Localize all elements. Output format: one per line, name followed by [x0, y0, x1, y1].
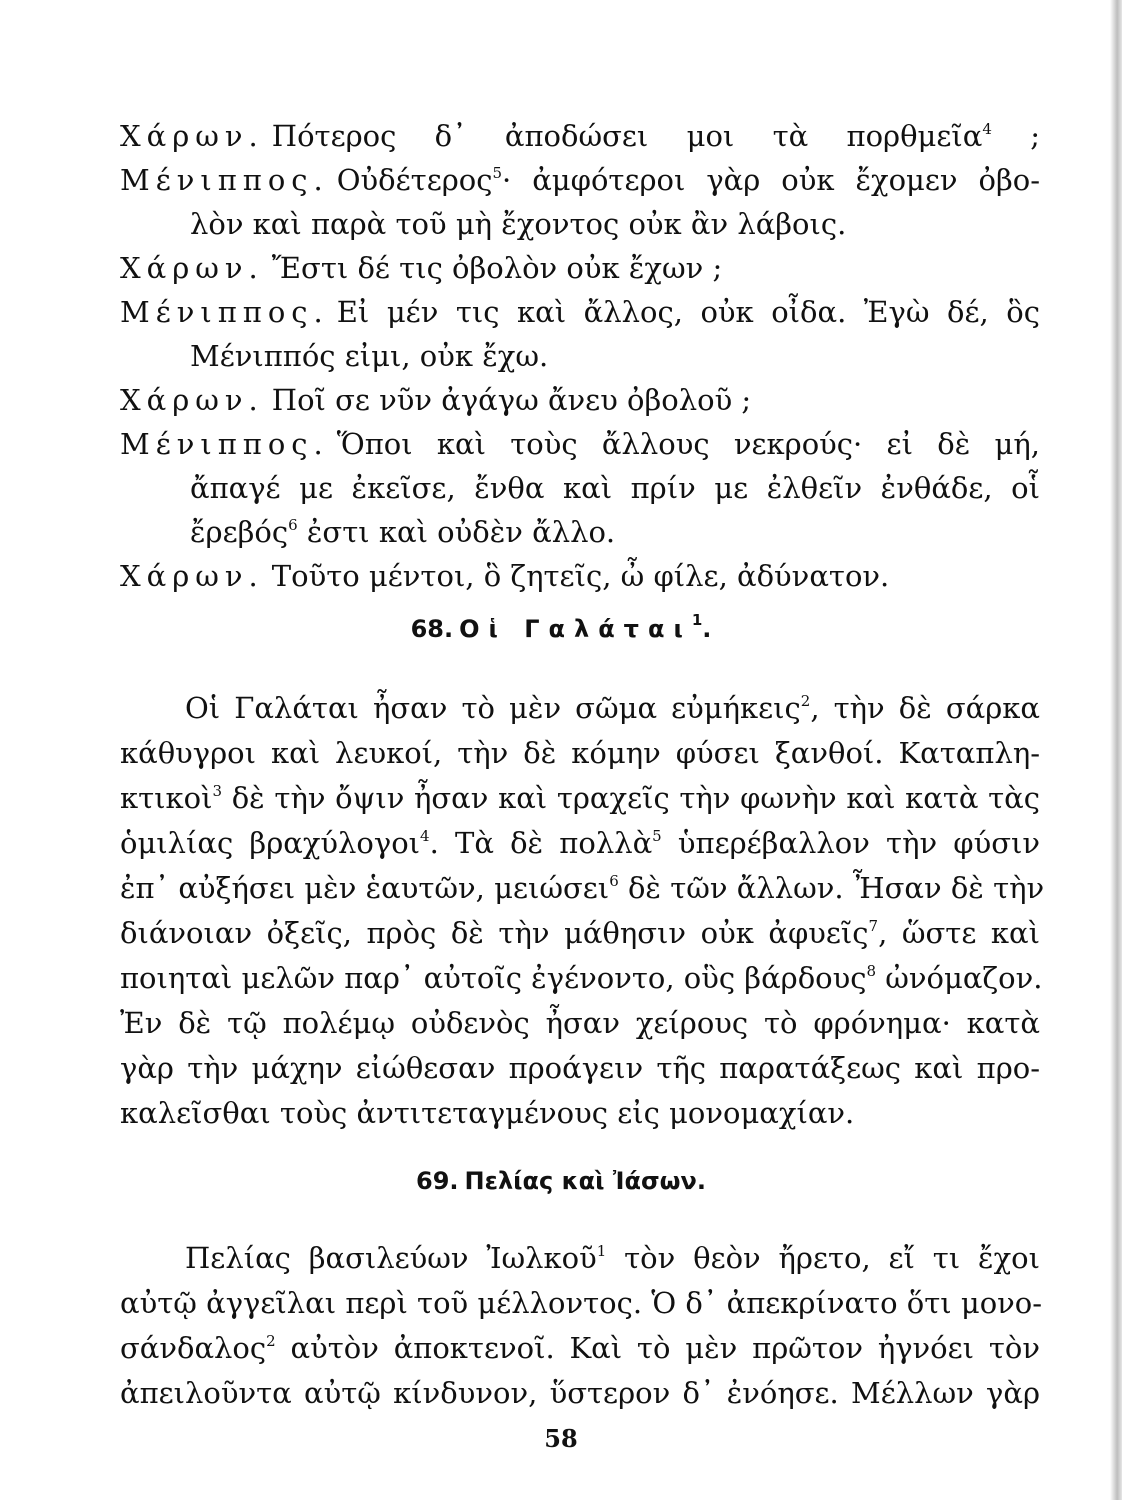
- dialogue-line: [120, 160, 1040, 200]
- paragraph-line: [120, 868, 1045, 908]
- section-heading: [0, 612, 1122, 646]
- dialogue-line: [120, 380, 1040, 420]
- dialogue-text: ἐστι καὶ οὐδὲν ἄλλο.: [297, 515, 616, 549]
- footnote-marker: 6: [288, 516, 298, 534]
- paragraph-line: [120, 1048, 1040, 1088]
- paragraph-text: αὐτὸν ἀποκτενοῖ. Καὶ τὸ μὲν πρῶτον ἠγνόει τὸν: [275, 1331, 1040, 1365]
- footnote-marker: 6: [609, 872, 619, 890]
- section-heading: [0, 1164, 1122, 1198]
- paragraph-text: ἀπειλοῦντα αὐτῷ κίνδυνον, ὕστερον δ᾿ ἐνόησε. Μέλλων γὰρ: [120, 1376, 1040, 1410]
- dialogue-line: [120, 248, 1040, 288]
- paragraph-text: ὁμιλίας βραχύλογοι: [120, 826, 421, 860]
- paragraph-text: Πελίας βασιλεύων Ἰωλκοῦ: [185, 1241, 597, 1275]
- dialogue-line: [120, 292, 1040, 332]
- dialogue-line: [190, 512, 1040, 552]
- speaker-name: Χάρων.: [120, 559, 264, 593]
- footnote-marker: 7: [868, 917, 879, 935]
- footnote-marker: 4: [982, 120, 992, 138]
- speaker-name: Μένιππος.: [120, 295, 329, 329]
- dialogue-line: [190, 204, 1040, 244]
- dialogue-text: Εἰ μέν τις καὶ ἄλλος, οὐκ οἶδα. Ἐγὼ δέ, ὃς: [336, 295, 1040, 329]
- paragraph-text: αὐτῷ ἀγγεῖλαι περὶ τοῦ μέλλοντος. Ὁ δ᾿ ἀπεκρίνατο ὅτι μονο-: [120, 1286, 1043, 1320]
- footnote-marker: 5: [492, 164, 503, 182]
- paragraph-text: τὸν θεὸν ἤρετο, εἴ τι ἔχοι: [606, 1241, 1040, 1275]
- paragraph-text: ὑπερέβαλλον τὴν φύσιν: [661, 826, 1041, 860]
- paragraph-line: [185, 688, 1040, 728]
- paragraph-text: διάνοιαν ὀξεῖς, πρὸς δὲ τὴν μάθησιν οὐκ ἀφυεῖς: [120, 916, 869, 950]
- dialogue-text: Ποῖ σε νῦν ἀγάγω ἄνευ ὀβολοῦ ;: [271, 383, 752, 417]
- dialogue-text: ἄπαγέ με ἐκεῖσε, ἔνθα καὶ πρίν με ἐλθεῖν ἐνθάδε, οἷ: [190, 471, 1040, 505]
- footnote-marker: 2: [266, 1332, 276, 1350]
- dialogue-line: [190, 336, 1040, 376]
- paragraph-text: Ἐν δὲ τῷ πολέμῳ οὐδενὸς ἦσαν χείρους τὸ φρόνημα· κατὰ: [120, 1006, 1040, 1040]
- dialogue-text: Μένιππός εἰμι, οὐκ ἔχω.: [190, 339, 549, 373]
- paragraph-line: [120, 733, 1040, 773]
- paragraph-line: [120, 1373, 1040, 1413]
- paragraph-text: δὲ τὴν ὄψιν ἦσαν καὶ τραχεῖς τὴν φωνὴν καὶ κατὰ τὰς: [222, 781, 1040, 815]
- page-edge-shadow: [1110, 0, 1122, 1500]
- dialogue-text: Ἔστι δέ τις ὀβολὸν οὐκ ἔχων ;: [271, 251, 723, 285]
- paragraph-text: κτικοὶ: [120, 781, 213, 815]
- paragraph-line: [120, 778, 1040, 818]
- section-title: Οἱ Γαλάται: [459, 615, 692, 643]
- paragraph-text: , τὴν δὲ σάρκα: [810, 691, 1040, 725]
- section-number: 69.: [416, 1167, 459, 1195]
- dialogue-text: Τοῦτο μέντοι, ὃ ζητεῖς, ὦ φίλε, ἀδύνατον.: [271, 559, 890, 593]
- dialogue-text: ἔρεβός: [190, 515, 289, 549]
- speaker-name: Μένιππος.: [120, 163, 329, 197]
- paragraph-text: Οἱ Γαλάται ἦσαν τὸ μὲν σῶμα εὐμήκεις: [185, 691, 801, 725]
- heading-period: .: [696, 1167, 706, 1195]
- paragraph-text: καλεῖσθαι τοὺς ἀντιτεταγμένους εἰς μονομαχίαν.: [120, 1096, 855, 1130]
- speaker-name: Χάρων.: [120, 251, 264, 285]
- footnote-marker: 5: [652, 827, 662, 845]
- dialogue-line: [120, 116, 1040, 156]
- footnote-marker: 8: [866, 962, 877, 980]
- paragraph-text: σάνδαλος: [120, 1331, 267, 1365]
- dialogue-text: · ἀμφότεροι γὰρ οὐκ ἔχομεν ὀβο-: [502, 163, 1040, 197]
- footnote-marker: 4: [420, 827, 430, 845]
- paragraph-line: [120, 958, 1043, 998]
- dialogue-line: [120, 556, 1040, 596]
- paragraph-line: [185, 1238, 1040, 1278]
- paragraph-line: [120, 1328, 1040, 1368]
- footnote-marker: 1: [691, 611, 703, 629]
- dialogue-text: Οὐδέτερος: [336, 163, 493, 197]
- section-title: Πελίας καὶ Ἰάσων: [464, 1167, 697, 1195]
- paragraph-line: [120, 913, 1040, 953]
- paragraph-text: . Τὰ δὲ πολλὰ: [429, 826, 653, 860]
- paragraph-line: [120, 1283, 1043, 1323]
- dialogue-line: [190, 468, 1040, 508]
- dialogue-line: [120, 424, 1040, 464]
- paragraph-text: δὲ τῶν ἄλλων. Ἦσαν δὲ τὴν: [618, 871, 1045, 905]
- speaker-name: Χάρων.: [120, 119, 264, 153]
- paragraph-line: [120, 1003, 1040, 1043]
- footnote-marker: 1: [596, 1242, 607, 1260]
- speaker-name: Χάρων.: [120, 383, 264, 417]
- paragraph-text: ὠνόμαζον.: [876, 961, 1043, 995]
- paragraph-line: [120, 823, 1040, 863]
- dialogue-text: λὸν καὶ παρὰ τοῦ μὴ ἔχοντος οὐκ ἂν λάβοις.: [190, 207, 847, 241]
- footnote-marker: 3: [212, 782, 223, 800]
- paragraph-text: ἐπ᾿ αὐξήσει μὲν ἑαυτῶν, μειώσει: [120, 871, 610, 905]
- section-number: 68.: [410, 615, 454, 643]
- footnote-marker: 2: [800, 692, 811, 710]
- paragraph-line: [120, 1093, 1040, 1133]
- speaker-name: Μένιππος.: [120, 427, 329, 461]
- paragraph-text: ποιηταὶ μελῶν παρ᾿ αὐτοῖς ἐγένοντο, οὓς βάρδους: [120, 961, 867, 995]
- paragraph-text: κάθυγροι καὶ λευκοί, τὴν δὲ κόμην φύσει ξανθοί. Καταπλη-: [120, 736, 1040, 770]
- paragraph-text: γὰρ τὴν μάχην εἰώθεσαν προάγειν τῆς παρατάξεως καὶ προ-: [120, 1051, 1040, 1085]
- heading-period: .: [702, 615, 712, 643]
- page-number: 58: [544, 1424, 578, 1453]
- paragraph-text: , ὥστε καὶ: [878, 916, 1040, 950]
- dialogue-text: Ὅποι καὶ τοὺς ἄλλους νεκρούς· εἰ δὲ μή,: [336, 427, 1040, 461]
- dialogue-text: Πότερος δ᾿ ἀποδώσει μοι τὰ πορθμεῖα: [271, 119, 983, 153]
- dialogue-text: ;: [991, 119, 1040, 153]
